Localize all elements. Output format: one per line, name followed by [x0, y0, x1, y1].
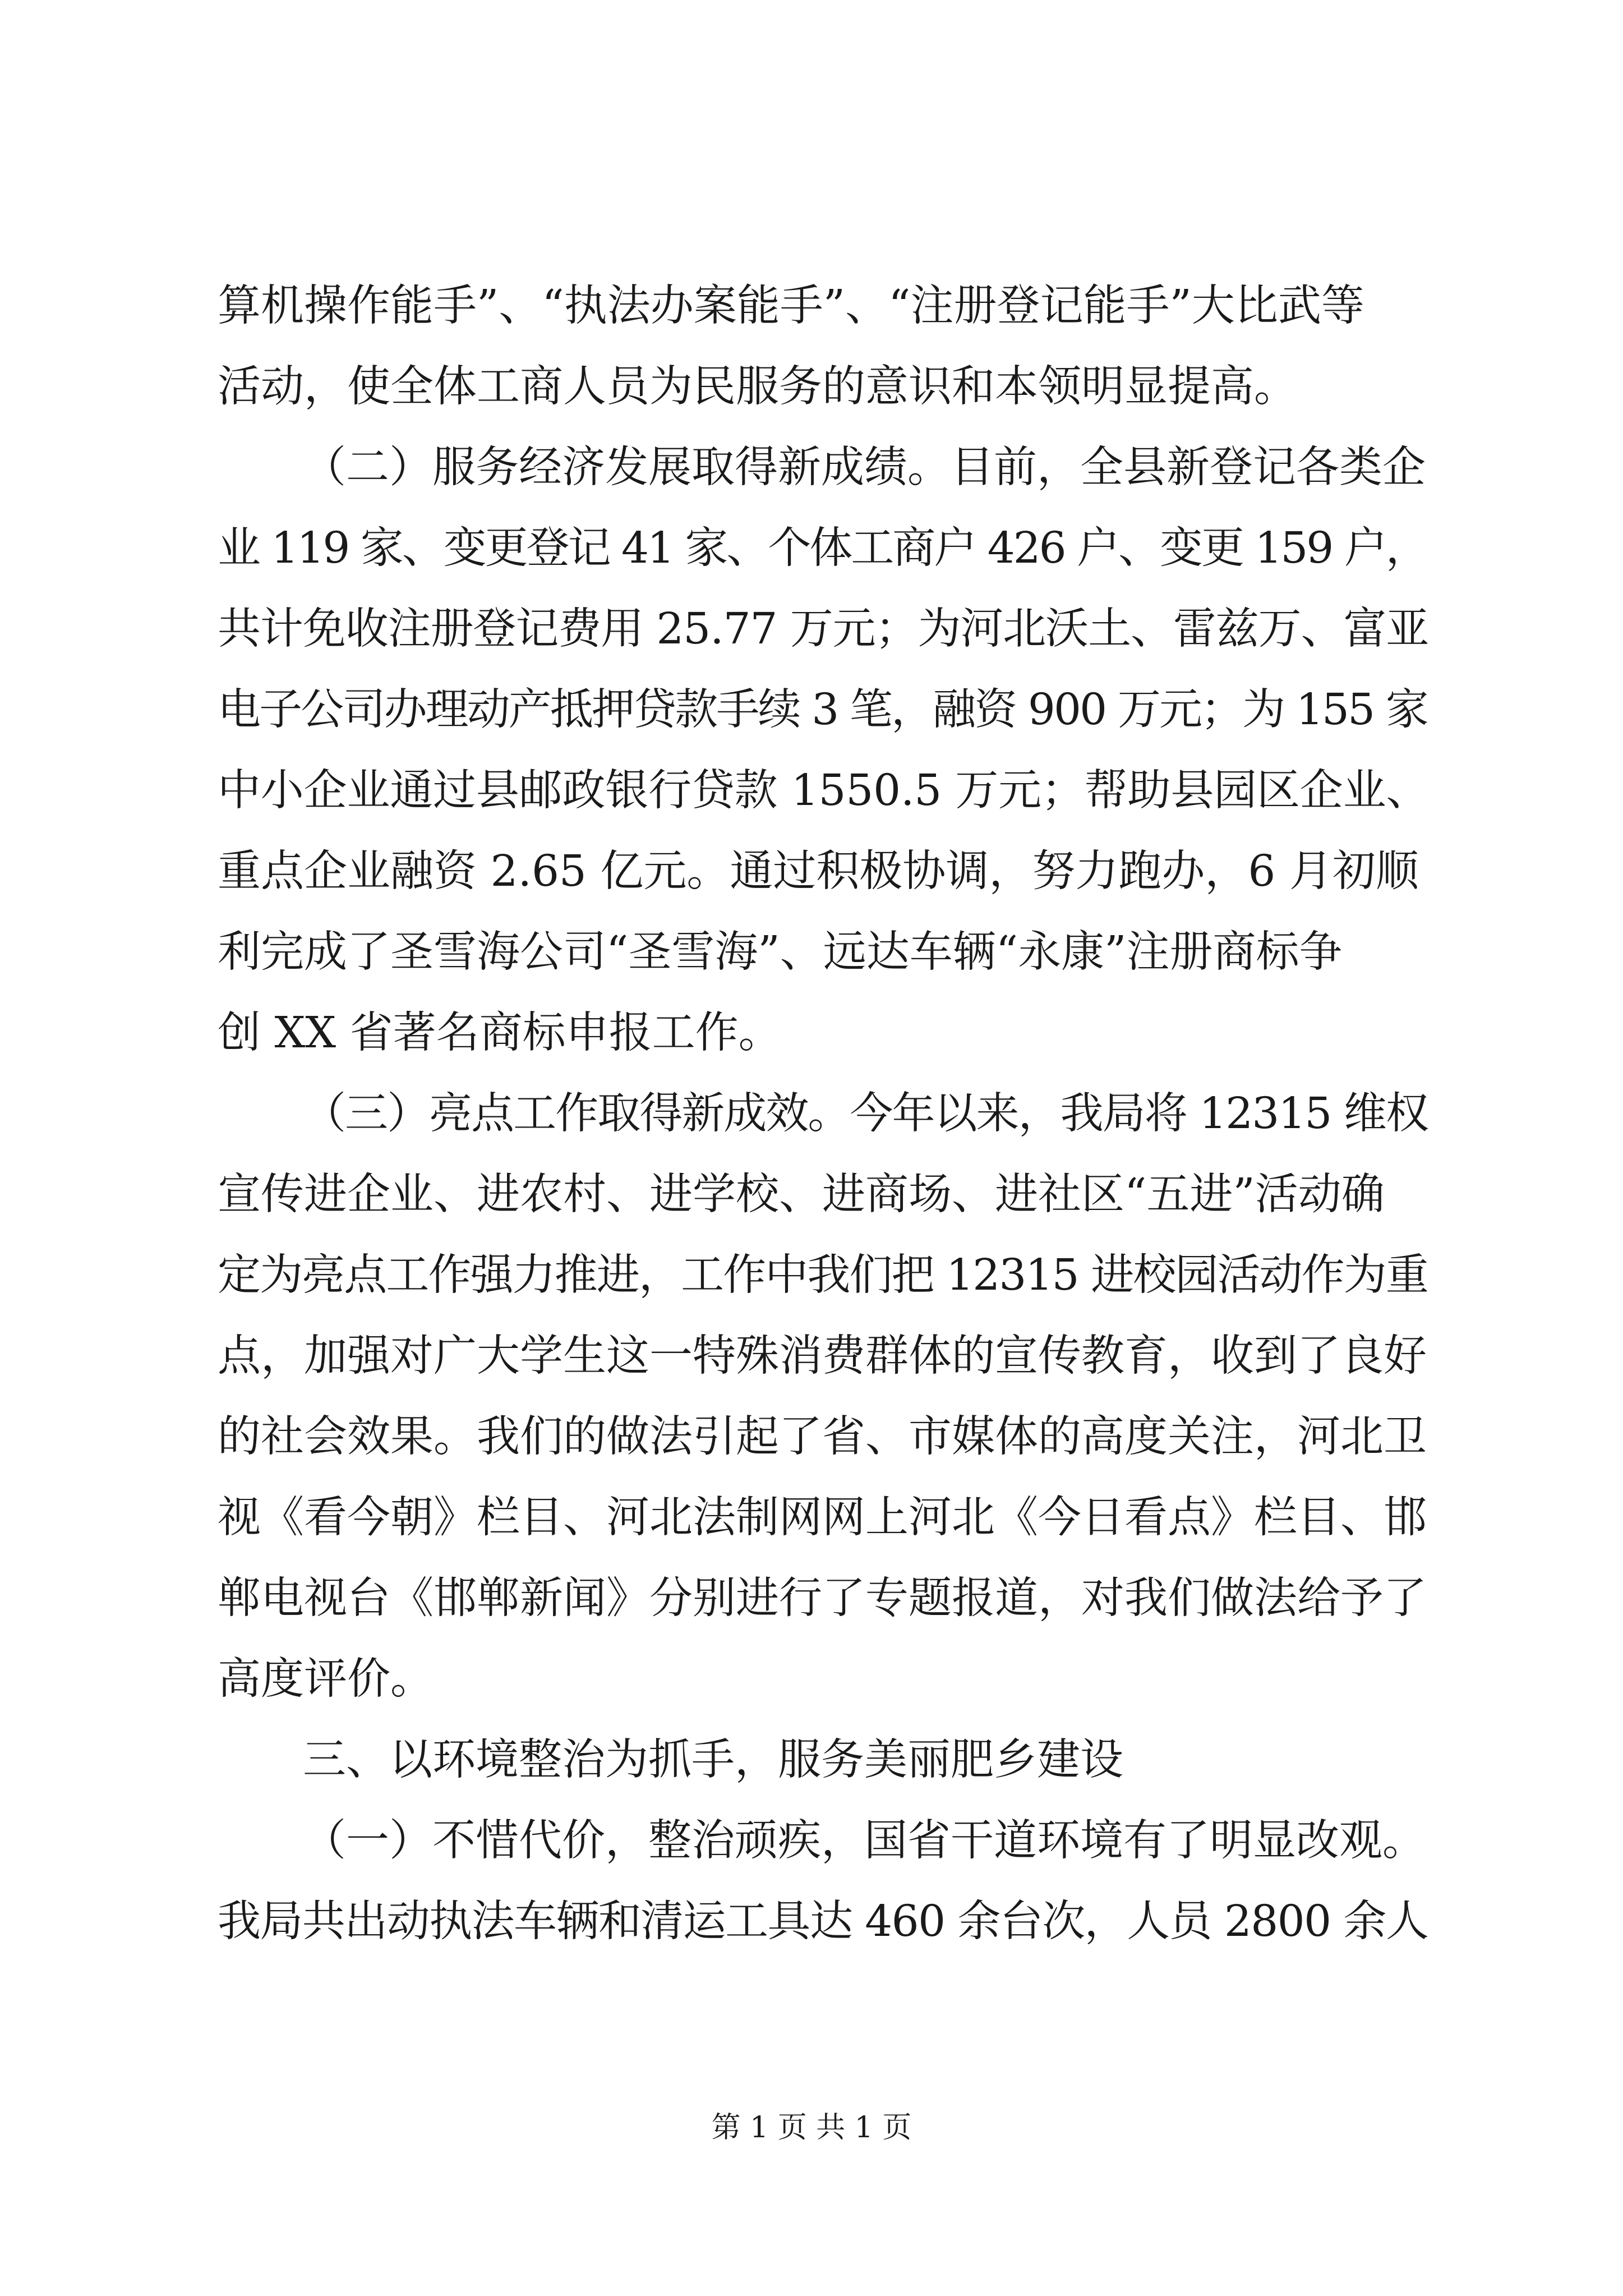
text-line: 电子公司办理动产抵押贷款手续 3 笔，融资 900 万元；为 155 家: [218, 685, 1427, 735]
page-footer: 第 1 页 共 1 页: [711, 2111, 912, 2145]
text-line: 中小企业通过县邮政银行贷款 1550.5 万元；帮助县园区企业、: [218, 766, 1430, 816]
text-line: 重点企业融资 2.65 亿元。通过积极协调，努力跑办，6 月初顺: [218, 846, 1419, 896]
text-line: 高度评价。: [218, 1654, 434, 1704]
document-body: [218, 266, 1429, 1962]
text-line: 业 119 家、变更登记 41 家、个体工商户 426 户、变更 159 户，: [218, 523, 1427, 573]
text-line: 宣传进企业、进农村、进学校、进商场、进社区“五进”活动确: [218, 1170, 1385, 1220]
text-line: 算机操作能手”、“执法办案能手”、“注册登记能手”大比武等: [218, 281, 1364, 331]
text-line: 活动，使全体工商人员为民服务的意识和本领明显提高。: [218, 362, 1297, 412]
text-line: 利完成了圣雪海公司“圣雪海”、远达车辆“永康”注册商标争: [218, 927, 1343, 977]
text-line: 定为亮点工作强力推进，工作中我们把 12315 进校园活动作为重: [218, 1250, 1428, 1300]
text-line: 点，加强对广大学生这一特殊消费群体的宣传教育，收到了良好: [218, 1331, 1427, 1381]
text-line: 视《看今朝》栏目、河北法制网网上河北《今日看点》栏目、邯: [218, 1493, 1427, 1543]
text-line: 三、以环境整治为抓手，服务美丽肥乡建设: [303, 1735, 1123, 1785]
text-line: （三）亮点工作取得新成效。今年以来，我局将 12315 维权: [303, 1089, 1428, 1139]
text-line: 我局共出动执法车辆和清运工具达 460 余台次，人员 2800 余人: [218, 1897, 1428, 1947]
text-line: 郸电视台《邯郸新闻》分别进行了专题报道，对我们做法给予了: [218, 1573, 1427, 1623]
text-line: 共计免收注册登记费用 25.77 万元；为河北沃土、雷兹万、富亚: [218, 604, 1429, 654]
text-line: （一）不惜代价，整治顽疾，国省干道环境有了明显改观。: [303, 1816, 1426, 1866]
text-line: （二）服务经济发展取得新成绩。目前，全县新登记各类企: [303, 443, 1426, 493]
text-line: 创 XX 省著名商标申报工作。: [218, 1008, 782, 1058]
text-line: 的社会效果。我们的做法引起了省、市媒体的高度关注，河北卫: [218, 1412, 1427, 1462]
